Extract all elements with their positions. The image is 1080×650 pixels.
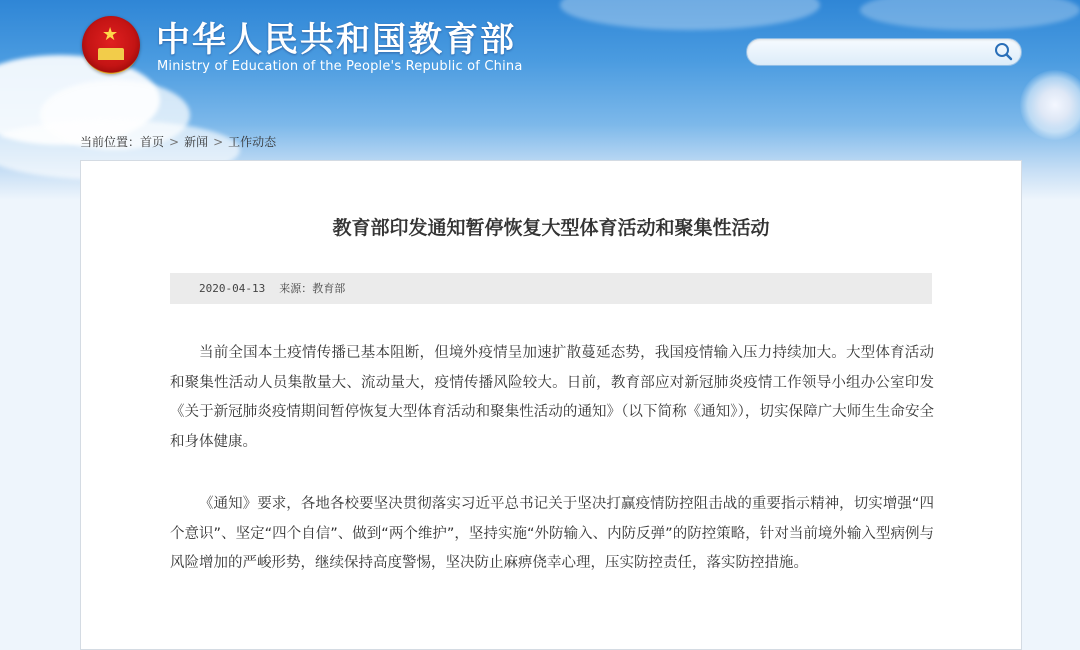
cloud-decoration [560, 0, 820, 30]
search-icon[interactable] [993, 42, 1015, 62]
national-emblem-icon[interactable]: ★ [82, 16, 140, 74]
article-panel [80, 160, 1022, 650]
breadcrumb-work-news-link[interactable]: 工作动态 [228, 135, 277, 149]
article-source: 来源：教育部 [279, 282, 346, 295]
breadcrumb-prefix: 当前位置： [80, 135, 141, 149]
search-box [746, 38, 1022, 66]
site-subtitle: Ministry of Education of the People's Republic of China [157, 59, 523, 74]
article-date: 2020-04-13 [199, 282, 266, 295]
article-title: 教育部印发通知暂停恢复大型体育活动和聚集性活动 [332, 217, 770, 239]
article-paragraph: 《通知》要求，各地各校要坚决贯彻落实习近平总书记关于坚决打赢疫情防控阻击战的重要指示精神，切实增强“四个意识”、坚定“四个自信”、做到“两个维护”，坚持实施“外防输入、内防反弹”的防控策略，针对当前境外输入型病例与风险增加的严峻形势，继续保持高度警惕，坚决防止麻痹侥幸心理，压实防控责任，落实防控措施。 [170, 496, 934, 571]
breadcrumb-news-link[interactable]: 新闻 [184, 135, 209, 149]
breadcrumb-separator: > [213, 135, 224, 149]
article-meta-bar [170, 273, 932, 304]
site-title[interactable]: 中华人民共和国教育部 [156, 20, 516, 60]
breadcrumb [80, 133, 276, 150]
article-paragraph: 当前全国本土疫情传播已基本阻断，但境外疫情呈加速扩散蔓延态势，我国疫情输入压力持续加大。大型体育活动和聚集性活动人员集散量大、流动量大，疫情传播风险较大。日前，教育部应对新冠肺炎疫情工作领导小组办公室印发《关于新冠肺炎疫情期间暂停恢复大型体育活动和聚集性活动的通知》（以下简称《通知》），切实保障广大师生生命安全和身体健康。 [170, 345, 934, 450]
breadcrumb-home-link[interactable]: 首页 [140, 135, 165, 149]
cloud-decoration [860, 0, 1080, 30]
breadcrumb-separator: > [169, 135, 180, 149]
search-input[interactable] [759, 42, 987, 64]
dandelion-decoration [1020, 70, 1080, 140]
